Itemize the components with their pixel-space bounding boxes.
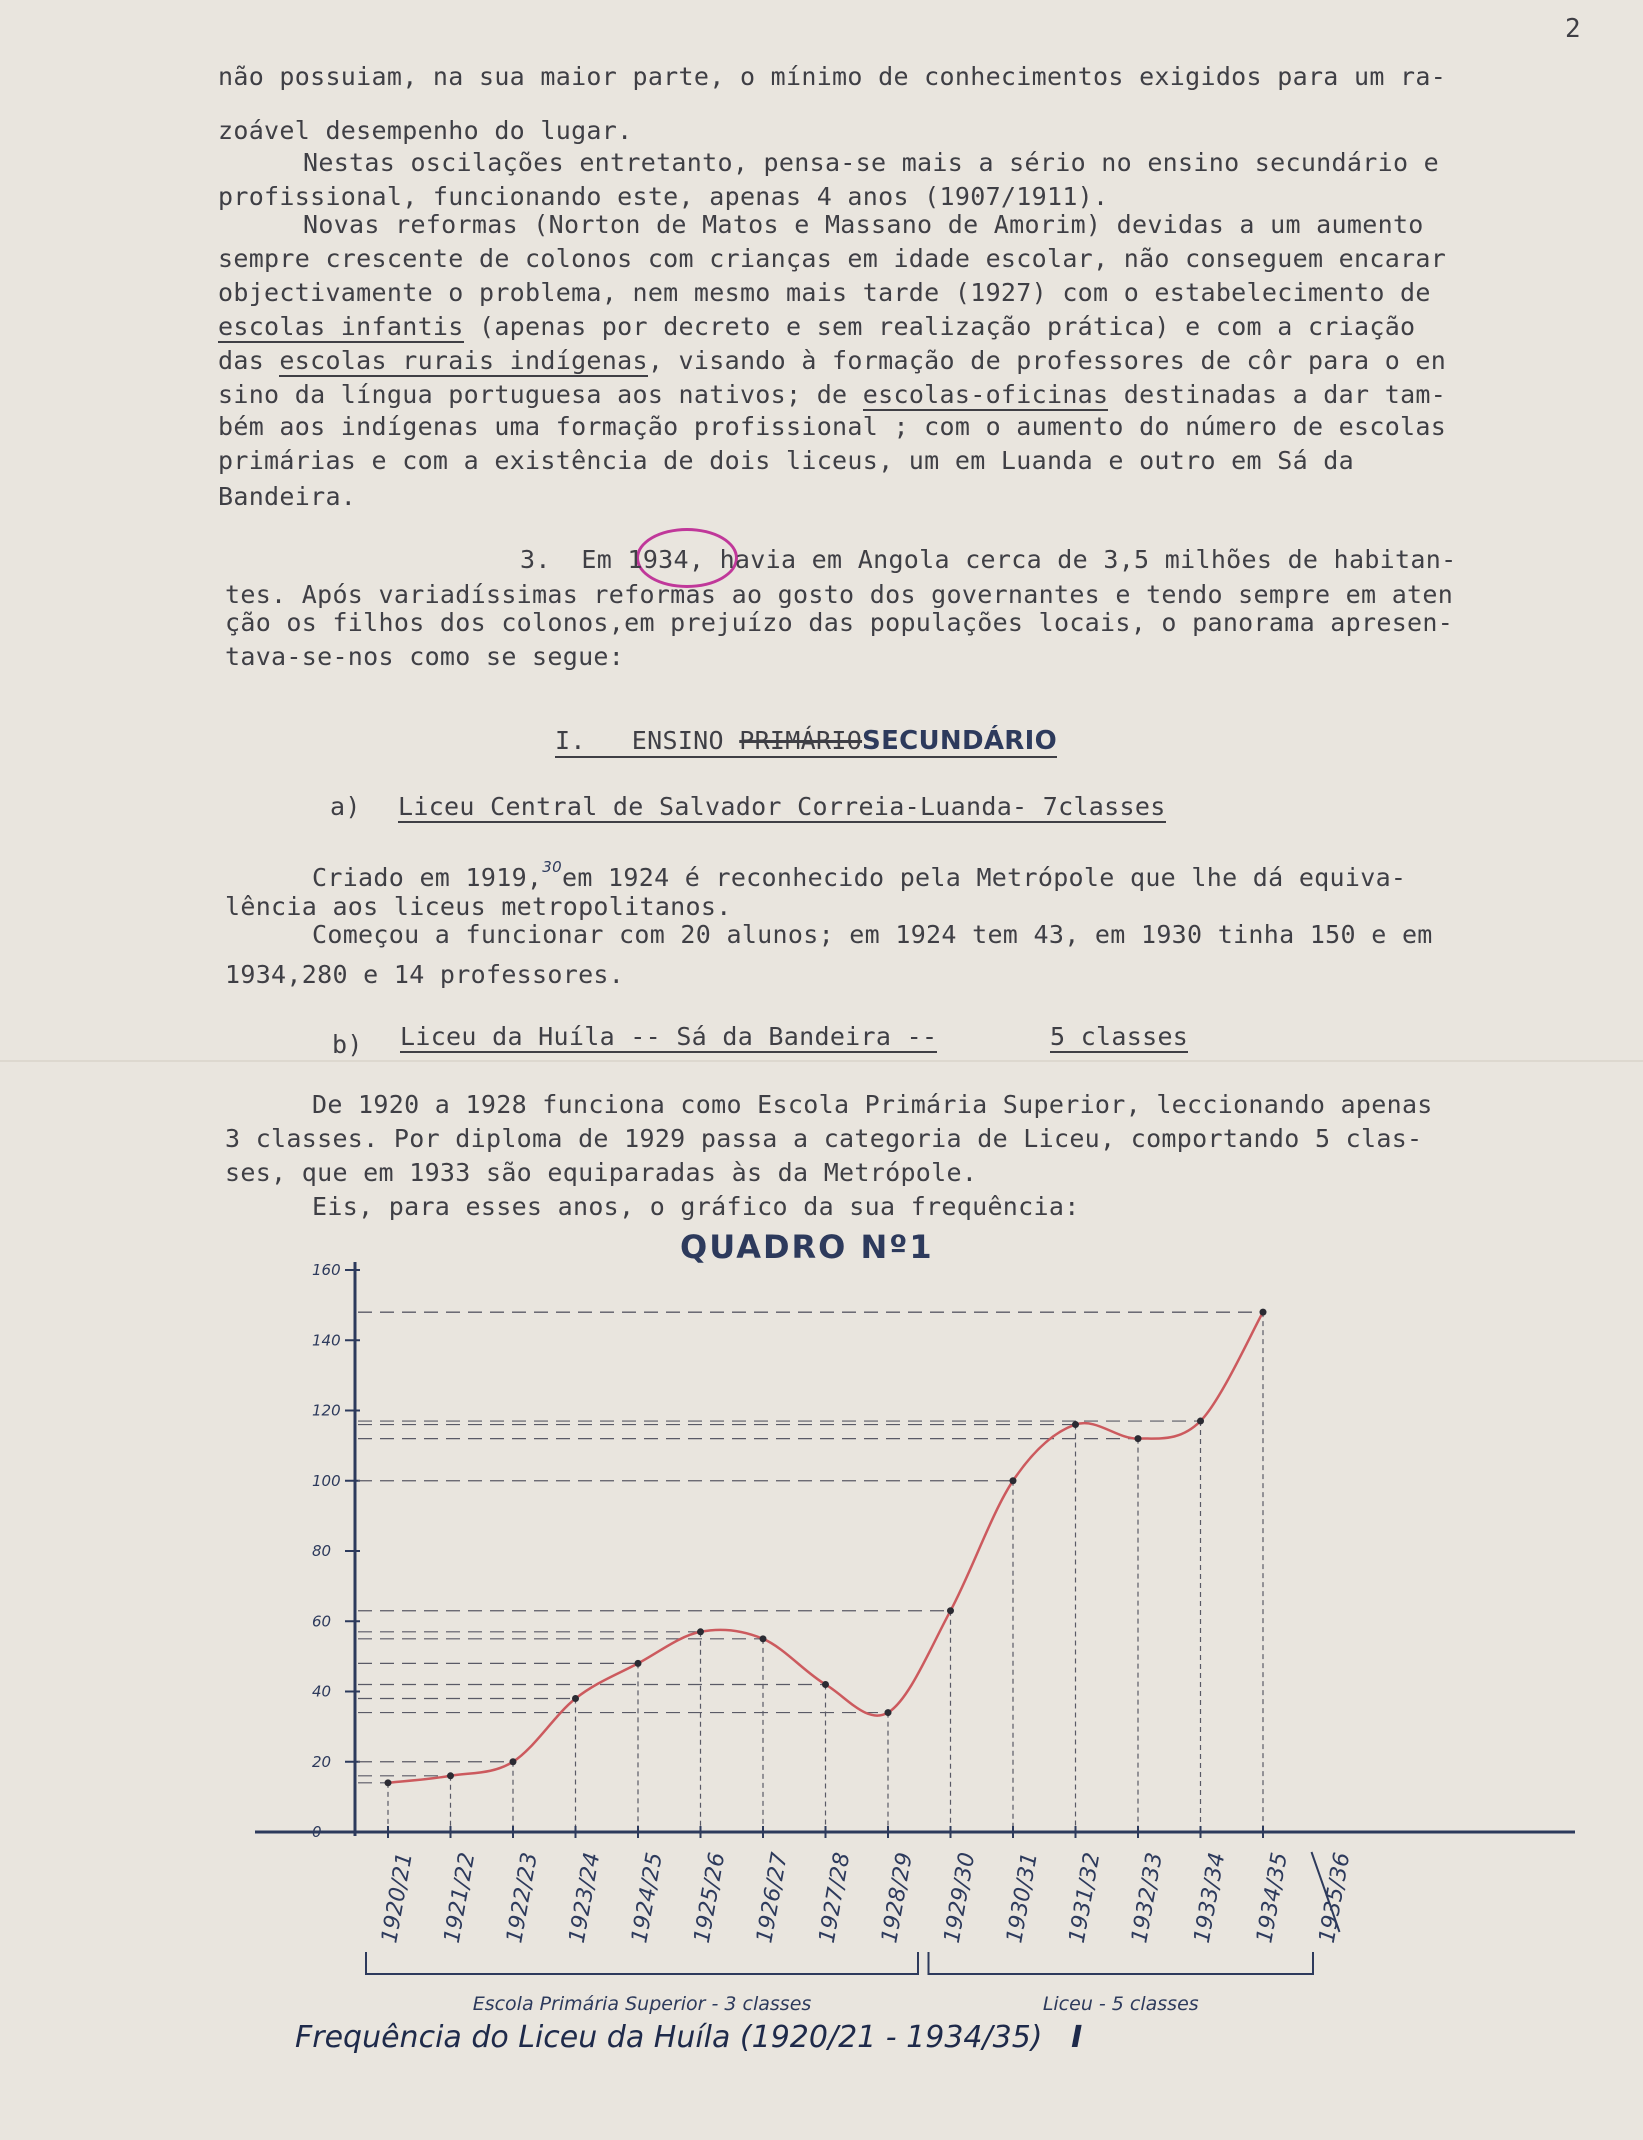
text-line: ção os filhos dos colonos,em prejuízo das populações locais, o panorama apresen-: [225, 608, 1454, 637]
data-point: [760, 1635, 767, 1642]
text-line: Novas reformas (Norton de Matos e Massano de Amorim) devidas a um aumento: [303, 210, 1424, 239]
x-tick-label: 1934/35: [1252, 1850, 1293, 1946]
x-tick-label: 1922/23: [502, 1850, 543, 1946]
underlined-term: escolas-oficinas: [862, 380, 1109, 409]
y-tick-label: 160: [312, 1261, 341, 1279]
handwritten-correction: SECUNDÁRIO: [862, 726, 1057, 756]
x-tick-label: 1931/32: [1064, 1850, 1106, 1946]
chart-title: QUADRO Nº1: [680, 1228, 934, 1266]
group-label: Liceu - 5 classes: [1042, 1993, 1199, 2015]
text-line: Começou a funcionar com 20 alunos; em 1924 tem 43, em 1930 tinha 150 e em: [312, 920, 1433, 949]
x-tick-label: 1927/28: [814, 1850, 856, 1946]
text-line: objectivamente o problema, nem mesmo mais tarde (1927) com o estabelecimento de: [218, 278, 1431, 307]
chart-caption: Frequência do Liceu da Huíla (1920/21 - 1934/35) I: [295, 2020, 1083, 2055]
text-line: Eis, para esses anos, o gráfico da sua frequência:: [312, 1192, 1080, 1221]
text-line: De 1920 a 1928 funciona como Escola Primária Superior, leccionando apenas: [312, 1090, 1433, 1119]
x-tick-label: 1930/31: [1002, 1850, 1043, 1946]
x-tick-label: 1933/34: [1189, 1850, 1231, 1946]
text-line: lência aos liceus metropolitanos.: [225, 892, 732, 921]
x-tick-label: 1920/21: [377, 1850, 418, 1946]
frequency-chart: [0, 1228, 1643, 2015]
text-line: tava-se-nos como se segue:: [225, 642, 625, 671]
circled-year: 1934: [627, 545, 689, 574]
data-point: [947, 1607, 954, 1614]
section-heading: I. ENSINO PRIMÁRIOSECUNDÁRIO: [555, 726, 1057, 756]
data-point: [697, 1628, 704, 1635]
item-classes: 5 classes: [1050, 1022, 1189, 1051]
x-tick-label: 1925/26: [689, 1850, 731, 1946]
x-tick-label: 1921/22: [439, 1850, 481, 1946]
y-tick-label: 0: [312, 1823, 322, 1841]
text-line: Nestas oscilações entretanto, pensa-se mais a sério no ensino secundário e: [303, 148, 1439, 177]
text-line: Criado em 1919,30em 1924 é reconhecido pela Metrópole que lhe dá equiva-: [312, 858, 1407, 892]
data-point: [447, 1772, 454, 1779]
text-line: não possuiam, na sua maior parte, o mínimo de conhecimentos exigidos para um ra-: [218, 62, 1447, 91]
group-bracket: [366, 1952, 918, 1974]
paper-fold: [0, 1060, 1643, 1062]
y-tick-label: 40: [312, 1682, 332, 1701]
data-point: [1197, 1418, 1204, 1425]
item-title: Liceu da Huíla -- Sá da Bandeira --: [400, 1022, 938, 1051]
text-line: 1934,280 e 14 professores.: [225, 960, 625, 989]
text-line: 3 classes. Por diploma de 1929 passa a categoria de Liceu, comportando 5 clas-: [225, 1124, 1423, 1153]
x-tick-label: 1932/33: [1127, 1850, 1168, 1946]
y-tick-label: 140: [312, 1331, 341, 1350]
text-line: 3. Em 1934, havia em Angola cerca de 3,5 milhões de habitan-: [520, 545, 1457, 574]
underlined-term: escolas rurais indígenas: [279, 346, 648, 375]
data-point: [1135, 1435, 1142, 1442]
y-tick-label: 80: [312, 1542, 332, 1560]
data-point: [1010, 1477, 1017, 1484]
text-line: Bandeira.: [218, 482, 357, 511]
x-tick-label: 1929/30: [939, 1850, 981, 1946]
struck-word: PRIMÁRIO: [739, 726, 863, 755]
y-tick-label: 100: [312, 1471, 341, 1490]
text-line: bém aos indígenas uma formação profissional ; com o aumento do número de escolas: [218, 412, 1447, 441]
underlined-term: escolas infantis: [218, 312, 464, 341]
text-line: tes. Após variadíssimas reformas ao gosto dos governantes e tendo sempre em aten: [225, 580, 1454, 609]
y-tick-label: 120: [312, 1401, 341, 1420]
item-letter: a): [330, 792, 361, 821]
text-line: primárias e com a existência de dois liceus, um em Luanda e outro em Sá da: [218, 446, 1354, 475]
text-line: profissional, funcionando este, apenas 4 anos (1907/1911).: [218, 182, 1109, 211]
data-point: [822, 1681, 829, 1688]
page-number: 2: [1565, 14, 1581, 44]
text-line: sempre crescente de colonos com crianças em idade escolar, não conseguem encarar: [218, 244, 1447, 273]
data-point: [1260, 1309, 1267, 1316]
text-line: sino da língua portuguesa aos nativos; de escolas-oficinas destinadas a dar tam-: [218, 380, 1447, 409]
x-tick-label: 1928/29: [877, 1850, 918, 1946]
crossed-out-label: 1935/36: [1314, 1850, 1356, 1946]
item-title: Liceu Central de Salvador Correia-Luanda- 7classes: [398, 792, 1166, 821]
text-line: ses, que em 1933 são equiparadas às da Metrópole.: [225, 1158, 978, 1187]
x-tick-label: 1926/27: [752, 1850, 793, 1946]
y-tick-label: 60: [312, 1612, 332, 1631]
group-bracket: [929, 1952, 1314, 1974]
x-tick-label: 1924/25: [627, 1850, 668, 1946]
data-point: [385, 1779, 392, 1786]
y-tick-label: 20: [312, 1752, 332, 1771]
data-point: [885, 1709, 892, 1716]
data-point: [1072, 1421, 1079, 1428]
data-point: [510, 1758, 517, 1765]
data-point: [572, 1695, 579, 1702]
text-line: das escolas rurais indígenas, visando à formação de professores de côr para o en: [218, 346, 1447, 375]
text-line: zoável desempenho do lugar.: [218, 116, 633, 145]
item-letter: b): [332, 1030, 363, 1059]
text-line: escolas infantis (apenas por decreto e sem realização prática) e com a criação: [218, 312, 1416, 341]
x-tick-label: 1923/24: [564, 1850, 606, 1946]
handwritten-insert: 30: [542, 858, 562, 876]
data-point: [635, 1660, 642, 1667]
group-label: Escola Primária Superior - 3 classes: [472, 1993, 812, 2015]
